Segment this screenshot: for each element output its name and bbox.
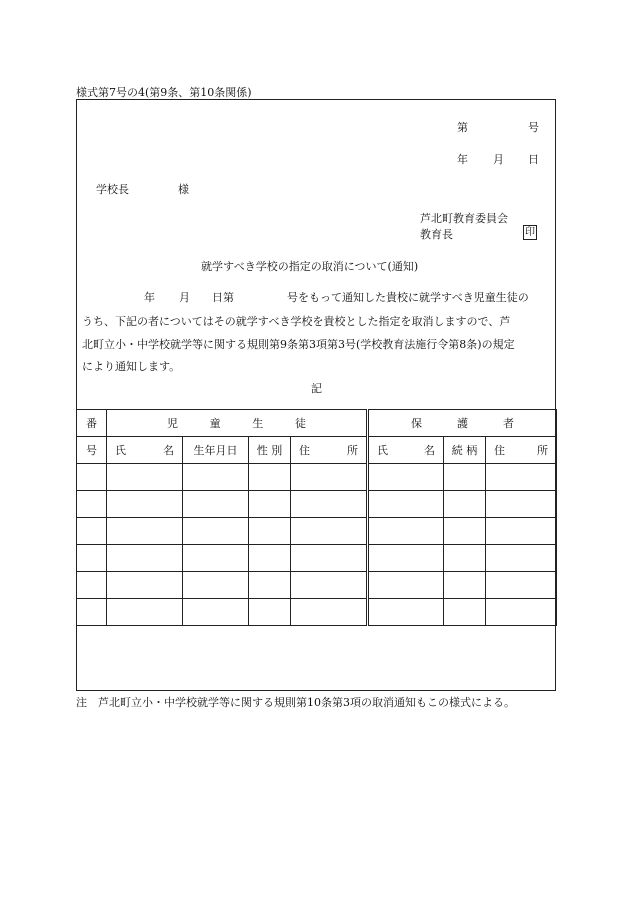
table-cell[interactable] <box>77 572 107 599</box>
table-cell[interactable] <box>249 491 291 518</box>
number-header-top: 番 <box>77 410 107 437</box>
header-char: 所 <box>347 444 358 457</box>
header-char: 名 <box>163 444 174 457</box>
table-body <box>77 464 557 626</box>
table-cell[interactable] <box>368 572 444 599</box>
table-cell[interactable] <box>444 599 486 626</box>
table-cell[interactable] <box>77 599 107 626</box>
table-cell[interactable] <box>486 545 557 572</box>
body-day: 日第 <box>212 291 234 304</box>
number-prefix: 第 <box>457 121 468 134</box>
guardian-address-header <box>486 437 557 464</box>
table-cell[interactable] <box>291 464 368 491</box>
guardian-header-char: 保 <box>411 417 422 430</box>
table-row <box>77 518 557 545</box>
table-cell[interactable] <box>291 599 368 626</box>
body-rest: 号をもって通知した貴校に就学すべき児童生徒の <box>287 291 529 304</box>
table-cell[interactable] <box>444 572 486 599</box>
table-cell[interactable] <box>249 599 291 626</box>
table-cell[interactable] <box>291 572 368 599</box>
table-cell[interactable] <box>368 464 444 491</box>
table-cell[interactable] <box>368 599 444 626</box>
table-cell[interactable] <box>249 572 291 599</box>
header-char: 住 <box>494 444 505 457</box>
table-cell[interactable] <box>486 572 557 599</box>
table-cell[interactable] <box>77 545 107 572</box>
number-suffix: 号 <box>528 121 539 134</box>
sender-title: 教育長 <box>420 228 453 241</box>
table-cell[interactable] <box>249 464 291 491</box>
table-cell[interactable] <box>486 599 557 626</box>
seal-mark: 印 <box>525 227 535 238</box>
guardian-group-header <box>368 410 557 437</box>
table-cell[interactable] <box>107 545 183 572</box>
table-row <box>77 464 557 491</box>
table-cell[interactable] <box>291 491 368 518</box>
header-row-1 <box>77 410 557 437</box>
table-cell[interactable] <box>183 518 249 545</box>
body-year: 年 <box>144 291 155 304</box>
footnote: 注 芦北町立小・中学校就学等に関する規則第10条第3項の取消通知もこの様式による。 <box>76 696 515 709</box>
header-char: 氏 <box>377 444 388 457</box>
table-cell[interactable] <box>444 545 486 572</box>
sender-org: 芦北町教育委員会 <box>420 212 508 225</box>
table-cell[interactable] <box>77 518 107 545</box>
guardian-header-char: 者 <box>503 417 515 430</box>
table-cell[interactable] <box>183 599 249 626</box>
header-char: 名 <box>424 444 435 457</box>
addressee-honorific: 様 <box>178 183 189 196</box>
child-header-char: 童 <box>209 417 221 430</box>
sex-header: 性 別 <box>249 437 291 464</box>
table-row <box>77 572 557 599</box>
header-char: 氏 <box>115 444 126 457</box>
guardian-header-char: 護 <box>457 417 469 430</box>
birthdate-header: 生年月日 <box>183 437 249 464</box>
table-cell[interactable] <box>444 491 486 518</box>
table-row <box>77 491 557 518</box>
table-cell[interactable] <box>107 572 183 599</box>
table-cell[interactable] <box>444 464 486 491</box>
header-char: 住 <box>299 444 310 457</box>
child-group-header <box>107 410 368 437</box>
table-cell[interactable] <box>486 464 557 491</box>
table-cell[interactable] <box>107 491 183 518</box>
table-row <box>77 545 557 572</box>
date-day: 日 <box>528 153 539 166</box>
table-cell[interactable] <box>444 518 486 545</box>
child-name-header <box>107 437 183 464</box>
table-cell[interactable] <box>249 545 291 572</box>
table-cell[interactable] <box>368 491 444 518</box>
table-cell[interactable] <box>107 518 183 545</box>
table-cell[interactable] <box>486 518 557 545</box>
addressee-title: 学校長 <box>96 183 129 196</box>
table-cell[interactable] <box>249 518 291 545</box>
table-cell[interactable] <box>107 464 183 491</box>
number-header-bottom: 号 <box>77 437 107 464</box>
table-cell[interactable] <box>183 572 249 599</box>
form-code: 様式第7号の4(第9条、第10条関係) <box>76 86 252 99</box>
table-cell[interactable] <box>486 491 557 518</box>
relation-header: 続 柄 <box>444 437 486 464</box>
table-cell[interactable] <box>368 518 444 545</box>
table-cell[interactable] <box>183 464 249 491</box>
subject: 就学すべき学校の指定の取消について(通知) <box>201 260 419 273</box>
child-header-char: 生 <box>252 417 264 430</box>
child-header-char: 児 <box>167 417 178 430</box>
child-header-char: 徒 <box>294 417 306 430</box>
body-line-3: 北町立小・中学校就学等に関する規則第9条第3項第3号(学校教育法施行令第8条)の規定 <box>82 338 515 351</box>
date-month: 月 <box>493 153 504 166</box>
header-row-2 <box>77 437 557 464</box>
table-cell[interactable] <box>77 491 107 518</box>
table-cell[interactable] <box>183 545 249 572</box>
table-cell[interactable] <box>291 545 368 572</box>
table-cell[interactable] <box>107 599 183 626</box>
body-line-2: うち、下記の者についてはその就学すべき学校を貴校とした指定を取消しますので、芦 <box>82 315 511 328</box>
date-year: 年 <box>457 153 468 166</box>
student-table <box>76 409 557 626</box>
child-address-header <box>291 437 368 464</box>
table-cell[interactable] <box>183 491 249 518</box>
body-line-4: により通知します。 <box>82 360 181 373</box>
header-char: 所 <box>537 444 549 457</box>
body-month: 月 <box>179 291 190 304</box>
table-cell[interactable] <box>368 545 444 572</box>
table-cell[interactable] <box>77 464 107 491</box>
table-row <box>77 599 557 626</box>
table-cell[interactable] <box>291 518 368 545</box>
guardian-name-header <box>368 437 444 464</box>
ki-mark: 記 <box>311 382 322 395</box>
